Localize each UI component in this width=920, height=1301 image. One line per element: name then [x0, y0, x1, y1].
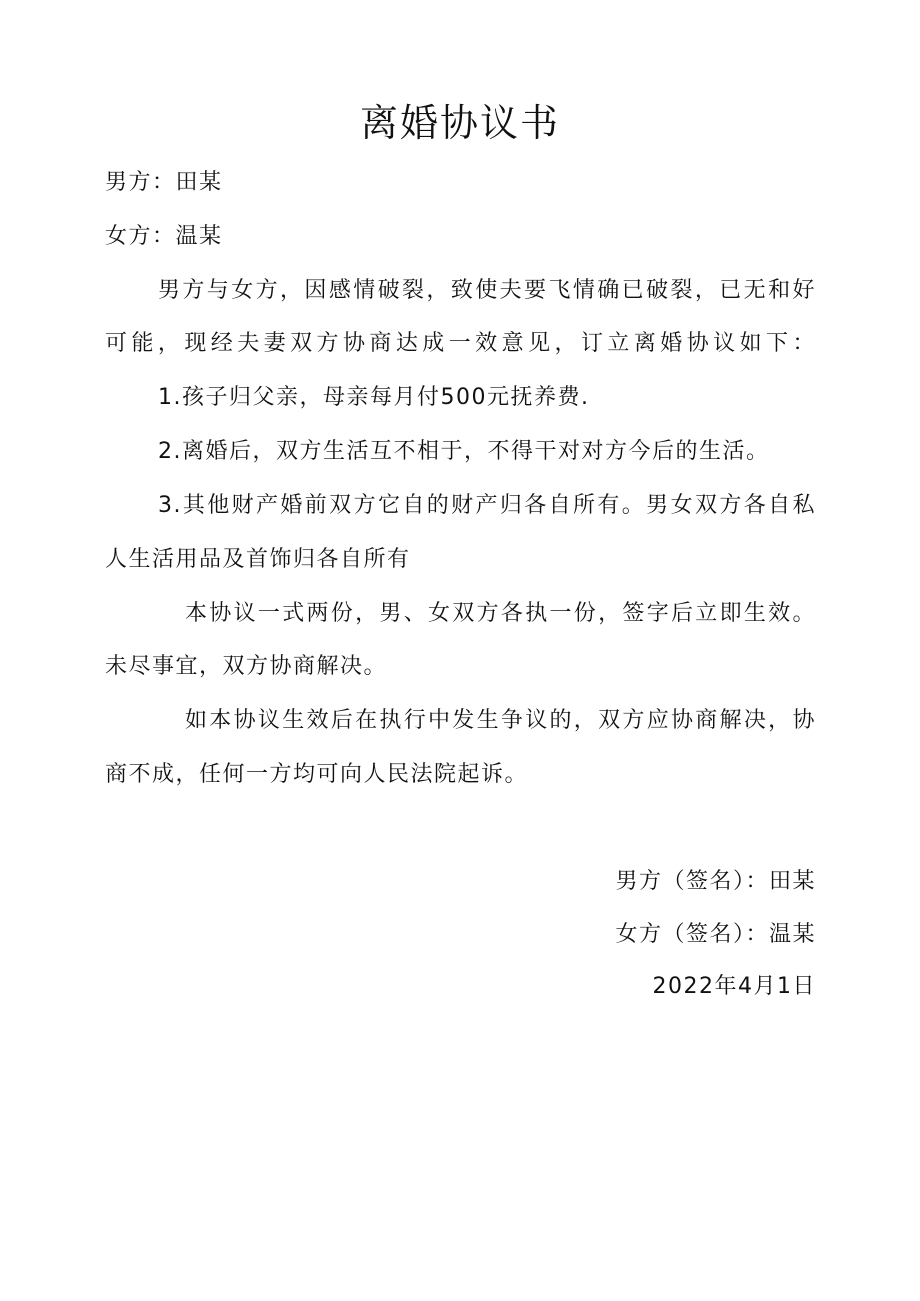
item-3-line-1: 3.其他财产婚前双方它自的财产归各自所有。男女双方各自私	[158, 493, 816, 518]
item-3-line-2: 人生活用品及首饰归各自所有	[105, 547, 411, 572]
female-party: 女方：温某	[105, 224, 223, 249]
item-2: 2.离婚后，双方生活互不相于，不得干对对方今后的生活。	[158, 439, 770, 464]
signature-date: 2022年4月1日	[652, 974, 816, 999]
item-1: 1.孩子归父亲，母亲每月付500元抚养费.	[158, 385, 590, 410]
document-title: 离婚协议书	[359, 101, 560, 145]
male-signature: 男方（签名）：田某	[615, 869, 816, 894]
dispute-clause-line-1: 如本协议生效后在执行中发生争议的，双方应协商解决，协	[185, 708, 816, 733]
female-signature: 女方（签名）：温某	[615, 922, 816, 947]
copies-clause-line-1: 本协议一式两份，男、女双方各执一份，签字后立即生效。	[185, 601, 816, 626]
dispute-clause-line-2: 商不成，任何一方均可向人民法院起诉。	[105, 762, 529, 787]
intro-line-1: 男方与女方，因感情破裂，致使夫要飞情确已破裂，已无和好	[158, 278, 816, 303]
copies-clause-line-2: 未尽事宜，双方协商解决。	[105, 654, 388, 679]
male-party: 男方：田某	[105, 170, 223, 195]
intro-line-2: 可能，现经夫妻双方协商达成一效意见，订立离婚协议如下：	[105, 331, 816, 356]
